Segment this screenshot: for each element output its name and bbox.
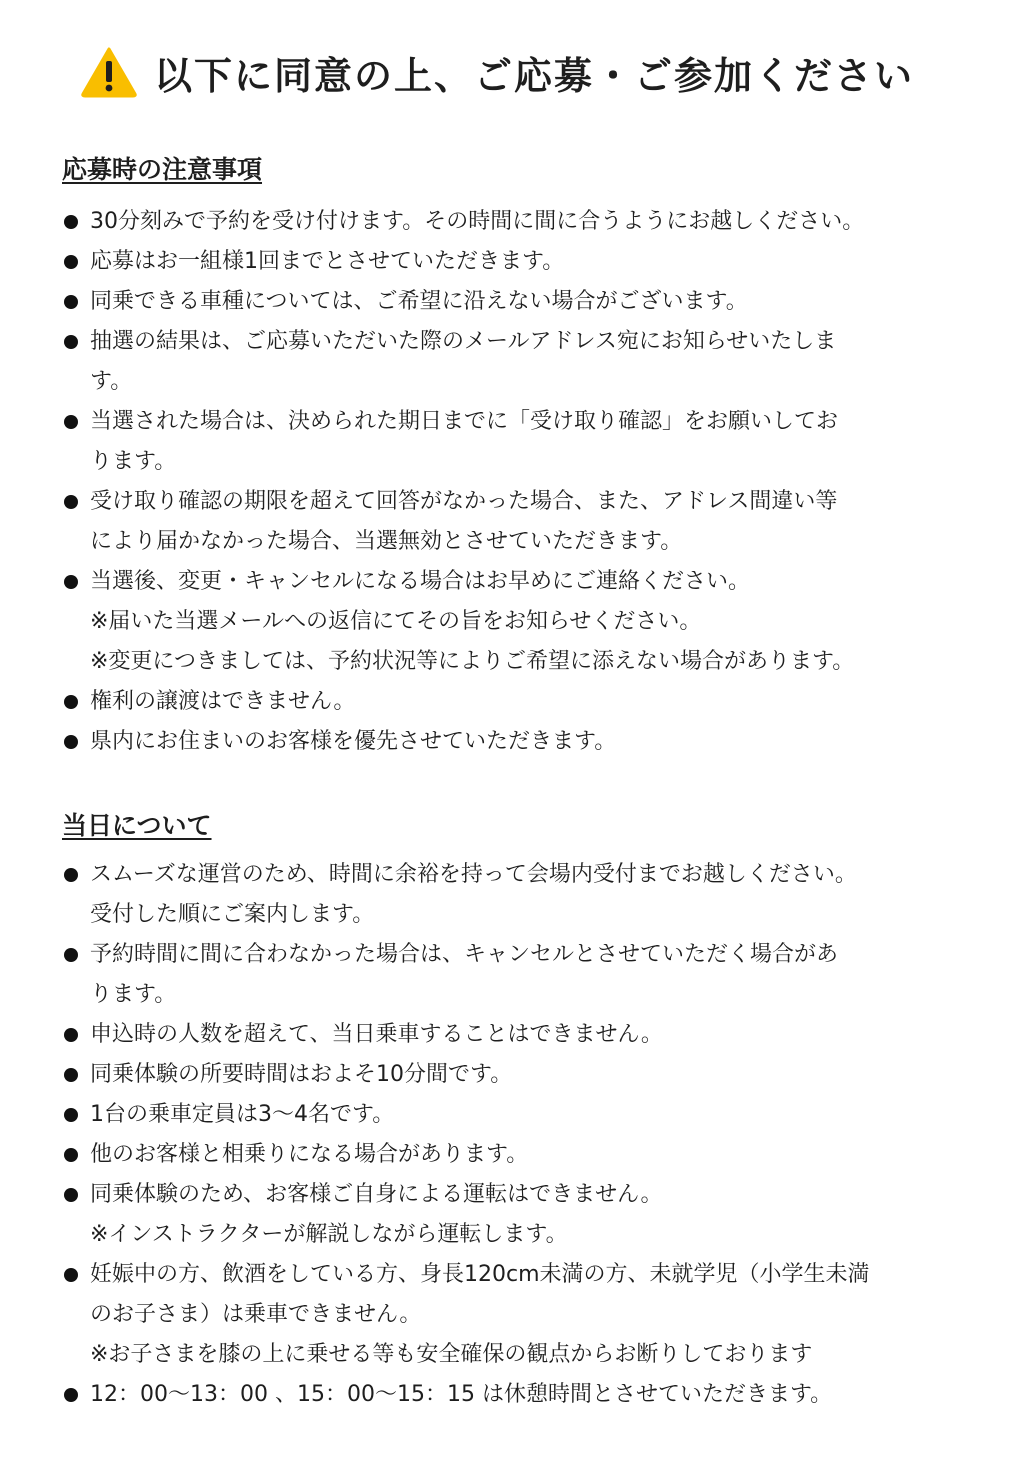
list-item-text (90, 482, 992, 562)
list-item (62, 322, 992, 402)
list-item-line: 申込時の人数を超えて、当日乗車することはできません。 (90, 1022, 663, 1047)
list-item (62, 202, 992, 242)
list-item-line: 1台の乗車定員は3～4名です。 (90, 1102, 395, 1127)
list-item-text (90, 202, 992, 242)
list-item (62, 935, 992, 1015)
section-heading-application: 応募時の注意事項 (62, 155, 263, 184)
bullet-icon (62, 482, 90, 562)
page-title: 以下に同意の上、ご応募・ご参加ください (154, 53, 915, 98)
list-item (62, 482, 992, 562)
list-item-line: 妊娠中の方、飲酒をしている方、身長120cm未満の方、未就学児（小学生未満 (90, 1262, 870, 1287)
list-item-line: 権利の譲渡はできません。 (90, 689, 356, 714)
list-item-text (90, 322, 992, 402)
list-item-text (90, 935, 992, 1015)
list-item-line: 12：00～13：00 、15：00～15：15 は休憩時間とさせていただきます。 (90, 1382, 833, 1407)
list-item-line: 県内にお住まいのお客様を優先させていただきます。 (90, 729, 617, 754)
list-item-text (90, 1095, 992, 1135)
list-item (62, 722, 992, 762)
list-item-text (90, 1375, 992, 1415)
list-item-line: ※お子さまを膝の上に乗せる等も安全確保の観点からお断りしております (90, 1342, 813, 1367)
bullet-icon (62, 855, 90, 935)
bullet-icon (62, 282, 90, 322)
list-item-text (90, 855, 992, 935)
list-item (62, 282, 992, 322)
list-item-text (90, 562, 992, 682)
bullet-icon (62, 1255, 90, 1375)
bullet-icon (62, 1175, 90, 1255)
list-item-line: により届かなかった場合、当選無効とさせていただきます。 (90, 529, 683, 554)
bullet-icon (62, 1135, 90, 1175)
bullet-icon (62, 722, 90, 762)
list-item-line: ります。 (90, 449, 177, 474)
list-item-line: 同乗体験のため、お客様ご自身による運転はできません。 (90, 1182, 663, 1207)
section-heading-event-day: 当日について (62, 811, 212, 840)
list-item (62, 1055, 992, 1095)
list-item (62, 1255, 992, 1375)
warning-icon (80, 46, 138, 98)
bullet-icon (62, 1015, 90, 1055)
list-item (62, 1015, 992, 1055)
list-item-line: 同乗体験の所要時間はおよそ10分間です。 (90, 1062, 513, 1087)
list-item (62, 1135, 992, 1175)
list-item-line: ※インストラクターが解説しながら運転します。 (90, 1222, 568, 1247)
bullet-icon (62, 322, 90, 402)
list-item (62, 1375, 992, 1415)
list-item-line: 応募はお一組様1回までとさせていただきます。 (90, 249, 565, 274)
list-item (62, 242, 992, 282)
list-item (62, 855, 992, 935)
list-item-text (90, 242, 992, 282)
list-item (62, 562, 992, 682)
list-item-line: スムーズな運営のため、時間に余裕を持って会場内受付までお越しください。 (90, 862, 857, 887)
bullet-icon (62, 935, 90, 1015)
bullet-icon (62, 402, 90, 482)
list-item-text (90, 722, 992, 762)
list-item-line: 受付した順にご案内します。 (90, 902, 375, 927)
list-item-line: 同乗できる車種については、ご希望に沿えない場合がございます。 (90, 289, 748, 314)
event-day-notes-list (62, 855, 992, 1415)
list-item-line: ※変更につきましては、予約状況等によりご希望に添えない場合があります。 (90, 649, 855, 674)
list-item-text (90, 402, 992, 482)
bullet-icon (62, 1375, 90, 1415)
list-item-line: ります。 (90, 982, 177, 1007)
bullet-icon (62, 1095, 90, 1135)
list-item-line: ※届いた当選メールへの返信にてその旨をお知らせください。 (90, 609, 702, 634)
bullet-icon (62, 1055, 90, 1095)
list-item-line: のお子さま）は乗車できません。 (90, 1302, 422, 1327)
list-item-text (90, 282, 992, 322)
list-item-text (90, 1255, 992, 1375)
bullet-icon (62, 202, 90, 242)
list-item-line: す。 (90, 369, 133, 394)
list-item-text (90, 1055, 992, 1095)
list-item-line: 抽選の結果は、ご応募いただいた際のメールアドレス宛にお知らせいたしま (90, 329, 837, 354)
list-item (62, 1095, 992, 1135)
list-item-line: 当選後、変更・キャンセルになる場合はお早めにご連絡ください。 (90, 569, 751, 594)
list-item-line: 他のお客様と相乗りになる場合があります。 (90, 1142, 529, 1167)
bullet-icon (62, 562, 90, 682)
list-item-text (90, 682, 992, 722)
list-item (62, 682, 992, 722)
list-item-line: 30分刻みで予約を受け付けます。その時間に間に合うようにお越しください。 (90, 209, 865, 234)
application-notes-list (62, 202, 992, 762)
list-item-line: 当選された場合は、決められた期日までに「受け取り確認」をお願いしてお (90, 409, 839, 434)
list-item (62, 1175, 992, 1255)
page-header (80, 44, 914, 100)
list-item-text (90, 1175, 992, 1255)
bullet-icon (62, 242, 90, 282)
bullet-icon (62, 682, 90, 722)
list-item (62, 402, 992, 482)
list-item-line: 受け取り確認の期限を超えて回答がなかった場合、また、アドレス間違い等 (90, 489, 838, 514)
list-item-line: 予約時間に間に合わなかった場合は、キャンセルとさせていただく場合があ (90, 942, 839, 967)
list-item-text (90, 1015, 992, 1055)
list-item-text (90, 1135, 992, 1175)
